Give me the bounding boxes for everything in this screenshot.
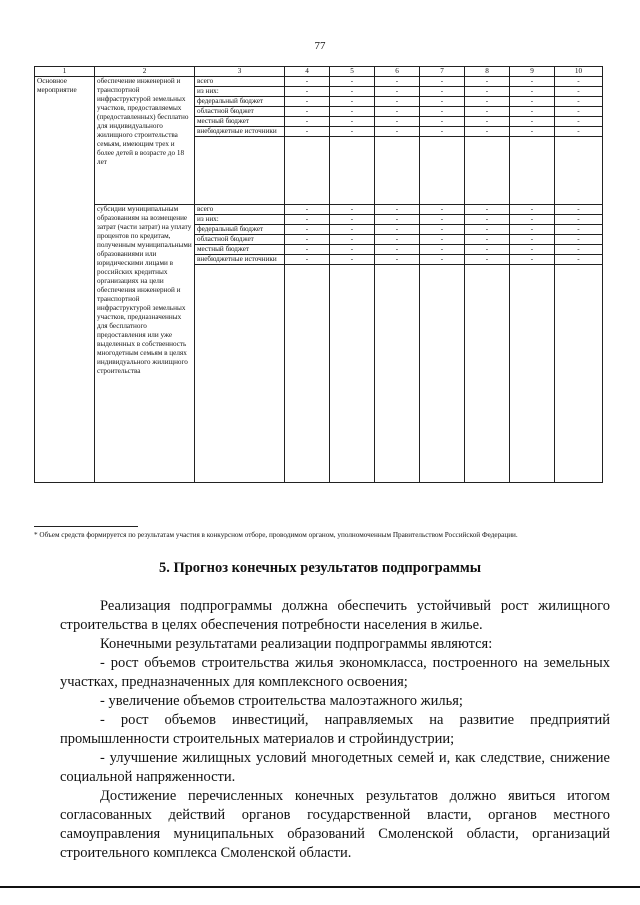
value-cell: - [555,215,603,225]
funding-source-cell: всего [195,77,285,87]
section-title: 5. Прогноз конечных результатов подпрограммы [158,560,482,576]
value-cell: - [330,245,375,255]
empty-cell [465,137,510,205]
activity-description-cell: субсидии муниципальным образованиям на возмещение затрат (части затрат) на уплату процентов по кредитам, полученным муниципальными образованиями или юридическими лицами в российских кредитных организациях на цели обеспечения инженерной и транспортной инфраструктурой земельных участков, предназначенных для бесплатного предоставления или уже выделенных в собственность многодетным семьям в целях индивидуального жилищного строительства [95,205,195,483]
header-row [35,67,603,77]
body-text [60,597,610,863]
value-cell: - [330,225,375,235]
empty-cell [330,265,375,483]
table-row [35,77,603,87]
value-cell: - [285,97,330,107]
value-cell: - [420,255,465,265]
value-cell: - [510,255,555,265]
value-cell: - [375,225,420,235]
col-header: 10 [555,67,603,77]
value-cell: - [330,205,375,215]
col-header: 6 [375,67,420,77]
value-cell: - [420,87,465,97]
value-cell: - [375,127,420,137]
value-cell: - [465,255,510,265]
value-cell: - [555,235,603,245]
value-cell: - [330,255,375,265]
empty-cell [195,265,285,483]
empty-cell [510,137,555,205]
value-cell: - [285,225,330,235]
empty-cell [375,137,420,205]
value-cell: - [465,87,510,97]
empty-cell [555,265,603,483]
col-header: 8 [465,67,510,77]
value-cell: - [510,77,555,87]
list-item: - рост объемов инвестиций, направляемых на развитие предприятий промышленности строительных материалов и стройиндустрии; [60,712,610,747]
activity-type-cell: Основное мероприятие [35,77,95,483]
value-cell: - [465,215,510,225]
value-cell: - [465,77,510,87]
col-header: 2 [95,67,195,77]
list-item: - рост объемов строительства жилья экономкласса, построенного на земельных участках, предназначенных для комплексного освоения; [60,655,610,690]
value-cell: - [465,97,510,107]
paragraph: Конечными результатами реализации подпрограммы являются: [100,636,493,652]
empty-cell [285,265,330,483]
funding-source-cell: местный бюджет [195,117,285,127]
value-cell: - [555,77,603,87]
value-cell: - [285,245,330,255]
value-cell: - [420,235,465,245]
value-cell: - [375,107,420,117]
value-cell: - [510,245,555,255]
value-cell: - [465,127,510,137]
empty-cell [375,265,420,483]
empty-cell [555,137,603,205]
value-cell: - [285,77,330,87]
value-cell: - [285,127,330,137]
paragraph: Достижение перечисленных конечных результатов должно явиться итогом согласованных действий органов государственной власти, органов местного самоуправления муниципальных образований Смоленской области, организаций строительного комплекса Смоленской области. [60,788,610,861]
empty-cell [195,137,285,205]
value-cell: - [420,215,465,225]
value-cell: - [510,205,555,215]
value-cell: - [420,107,465,117]
funding-source-cell: областной бюджет [195,235,285,245]
value-cell: - [555,117,603,127]
value-cell: - [375,245,420,255]
value-cell: - [375,205,420,215]
value-cell: - [420,127,465,137]
funding-source-cell: федеральный бюджет [195,97,285,107]
value-cell: - [285,255,330,265]
paragraph: Реализация подпрограммы должна обеспечить устойчивый рост жилищного строительства в целях обеспечения потребности населения в жилье. [60,598,610,633]
financing-table [34,66,603,483]
value-cell: - [330,87,375,97]
bottom-rule [0,886,640,888]
value-cell: - [375,77,420,87]
value-cell: - [465,117,510,127]
funding-source-cell: местный бюджет [195,245,285,255]
funding-source-cell: областной бюджет [195,107,285,117]
value-cell: - [555,87,603,97]
value-cell: - [285,215,330,225]
value-cell: - [465,225,510,235]
value-cell: - [330,77,375,87]
value-cell: - [555,245,603,255]
value-cell: - [285,107,330,117]
list-item: - улучшение жилищных условий многодетных семей и, как следствие, снижение социальной напряженности. [60,750,610,785]
value-cell: - [465,107,510,117]
value-cell: - [420,205,465,215]
value-cell: - [330,97,375,107]
funding-source-cell: федеральный бюджет [195,225,285,235]
value-cell: - [465,205,510,215]
value-cell: - [330,117,375,127]
value-cell: - [375,255,420,265]
value-cell: - [285,87,330,97]
value-cell: - [420,97,465,107]
value-cell: - [375,117,420,127]
funding-source-cell: всего [195,205,285,215]
col-header: 1 [35,67,95,77]
funding-source-cell: внебюджетные источники [195,255,285,265]
value-cell: - [555,225,603,235]
activity-description-cell: обеспечение инженерной и транспортной инфраструктурой земельных участков, предоставляемых (предоставленных) бесплатно для индивидуального жилищного строительства семьям, имеющим трех и более детей в возрасте до 18 лет [95,77,195,205]
col-header: 9 [510,67,555,77]
empty-cell [420,137,465,205]
value-cell: - [330,215,375,225]
empty-cell [510,265,555,483]
value-cell: - [375,97,420,107]
value-cell: - [465,245,510,255]
value-cell: - [510,97,555,107]
empty-cell [330,137,375,205]
value-cell: - [510,87,555,97]
value-cell: - [465,235,510,245]
funding-source-cell: из них: [195,87,285,97]
value-cell: - [330,127,375,137]
empty-cell [285,137,330,205]
value-cell: - [375,87,420,97]
value-cell: - [510,107,555,117]
value-cell: - [555,97,603,107]
value-cell: - [510,215,555,225]
value-cell: - [555,107,603,117]
value-cell: - [420,245,465,255]
col-header: 7 [420,67,465,77]
value-cell: - [555,205,603,215]
col-header: 5 [330,67,375,77]
value-cell: - [420,77,465,87]
value-cell: - [555,255,603,265]
col-header: 4 [285,67,330,77]
funding-source-cell: внебюджетные источники [195,127,285,137]
value-cell: - [285,235,330,245]
col-header: 3 [195,67,285,77]
empty-cell [420,265,465,483]
value-cell: - [555,127,603,137]
value-cell: - [510,235,555,245]
value-cell: - [420,117,465,127]
value-cell: - [510,117,555,127]
empty-cell [465,265,510,483]
value-cell: - [375,215,420,225]
value-cell: - [420,225,465,235]
footnote-separator [34,526,138,527]
funding-source-cell: из них: [195,215,285,225]
value-cell: - [330,107,375,117]
value-cell: - [510,225,555,235]
value-cell: - [375,235,420,245]
page-number: 77 [314,40,326,52]
value-cell: - [285,205,330,215]
list-item: - увеличение объемов строительства малоэтажного жилья; [100,693,463,709]
table-row [35,205,603,215]
value-cell: - [510,127,555,137]
value-cell: - [330,235,375,245]
value-cell: - [285,117,330,127]
footnote: * Объем средств формируется по результатам участия в конкурсном отборе, проводимом органом, уполномоченным Правительством Российской Федерации. [34,531,518,539]
